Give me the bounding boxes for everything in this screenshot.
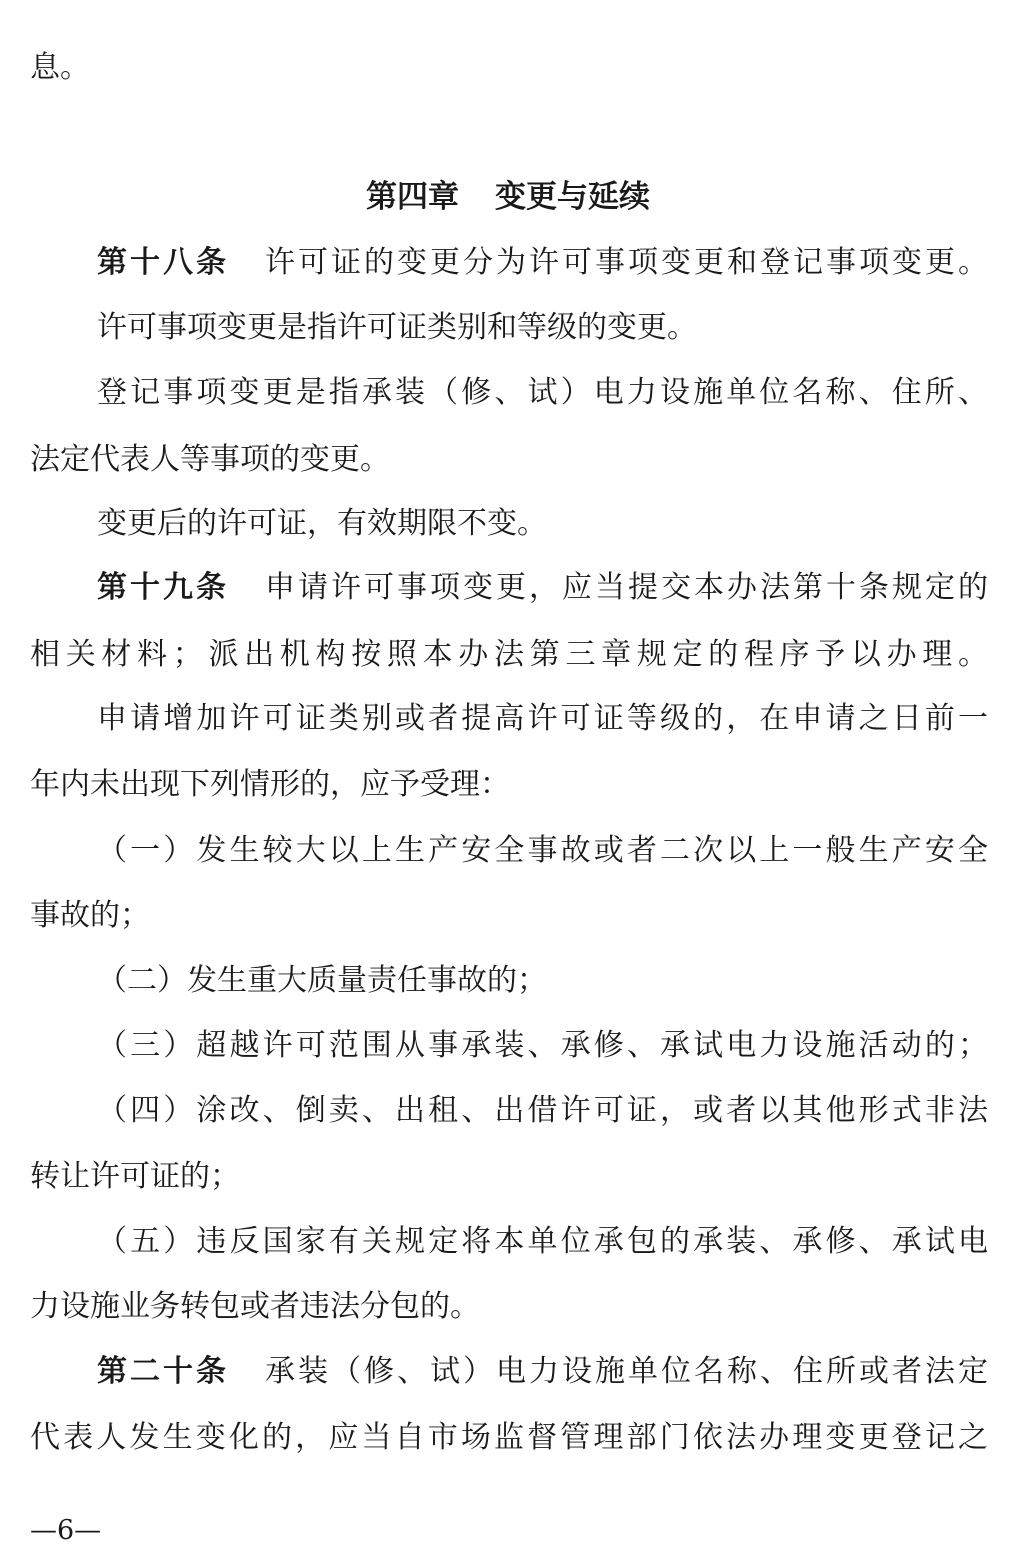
list-item-line: （一）发生较大以上生产安全事故或者二次以上一般生产安全 (97, 833, 988, 868)
article-20-label: 第二十条 (97, 1354, 229, 1389)
page-number: —6— (30, 1515, 102, 1546)
list-item-line: （三）超越许可范围从事承装、承修、承试电力设施活动的； (97, 1028, 988, 1063)
article-18-label: 第十八条 (97, 245, 229, 280)
paragraph-line: 息。 (30, 50, 90, 85)
paragraph-line: 许可事项变更是指许可证类别和等级的变更。 (97, 310, 697, 345)
list-item-line: 事故的； (30, 898, 150, 933)
chapter-number: 第四章 (366, 179, 459, 215)
article-20-text: 承装（修、试）电力设施单位名称、住所或者法定 (265, 1354, 988, 1389)
paragraph-line: 登记事项变更是指承装（修、试）电力设施单位名称、住所、 (97, 375, 988, 410)
chapter-heading (0, 172, 1016, 222)
article-20-line (97, 1347, 988, 1397)
list-item-line: （二）发生重大质量责任事故的； (97, 963, 547, 998)
list-item-line: 力设施业务转包或者违法分包的。 (30, 1289, 480, 1324)
article-19-line (97, 563, 988, 613)
article-19-text: 申请许可事项变更，应当提交本办法第十条规定的 (265, 570, 988, 605)
paragraph-line: 法定代表人等事项的变更。 (30, 442, 390, 477)
article-19-label: 第十九条 (97, 570, 229, 605)
paragraph-line: 相关材料；派出机构按照本办法第三章规定的程序予以办理。 (30, 637, 988, 672)
article-18-line (97, 238, 988, 288)
chapter-title: 变更与延续 (495, 179, 650, 215)
list-item-line: 转让许可证的； (30, 1159, 240, 1194)
article-18-text: 许可证的变更分为许可事项变更和登记事项变更。 (265, 245, 988, 280)
paragraph-line: 年内未出现下列情形的，应予受理： (30, 767, 510, 802)
paragraph-line: 代表人发生变化的，应当自市场监督管理部门依法办理变更登记之 (30, 1420, 988, 1455)
list-item-line: （五）违反国家有关规定将本单位承包的承装、承修、承试电 (97, 1224, 988, 1259)
list-item-line: （四）涂改、倒卖、出租、出借许可证，或者以其他形式非法 (97, 1093, 988, 1128)
paragraph-line: 变更后的许可证，有效期限不变。 (97, 506, 547, 541)
paragraph-line: 申请增加许可证类别或者提高许可证等级的，在申请之日前一 (97, 701, 988, 736)
